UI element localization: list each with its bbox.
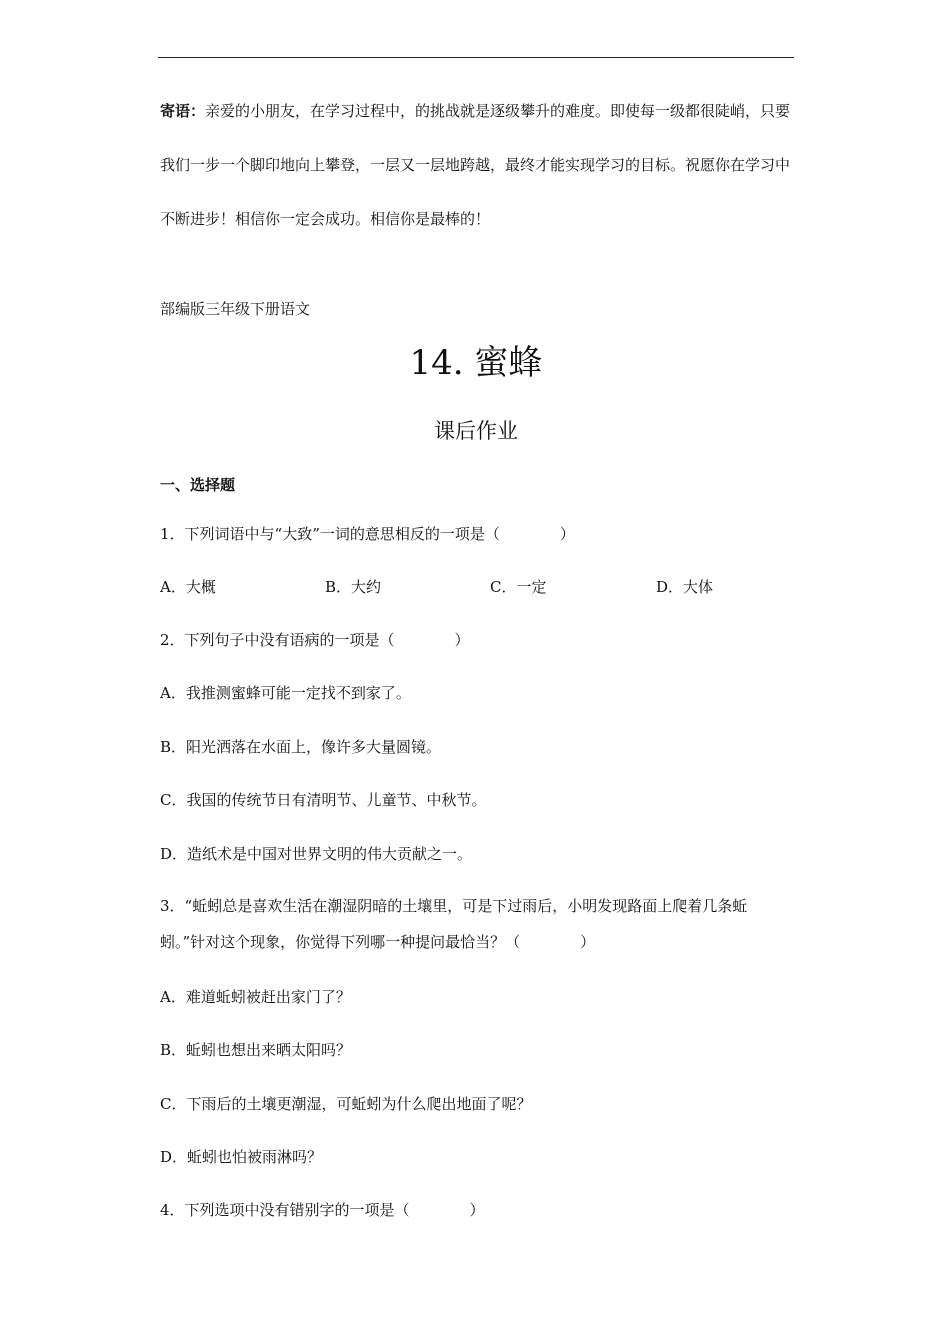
subject-line: 部编版三年级下册语文 <box>160 300 311 318</box>
encouragement-label: 寄语： <box>160 102 206 120</box>
question-3-stem: 3．“蚯蚓总是喜欢生活在潮湿阴暗的土壤里，可是下过雨后，小明发现路面上爬着几条蚯蚓。”针对这个现象，你觉得下列哪一种提问最恰当？（ ） <box>160 897 748 951</box>
question-1-option-c: C．一定 <box>490 578 547 596</box>
header-rule <box>158 57 794 58</box>
question-1-option-b: B．大约 <box>325 578 382 596</box>
encouragement-paragraph <box>160 84 792 246</box>
lesson-title: 14. 蜜蜂 <box>409 343 543 383</box>
question-4-stem: 4．下列选项中没有错别字的一项是（ ） <box>160 1201 485 1219</box>
question-1-option-a: A．大概 <box>160 578 216 596</box>
section-heading-choice: 一、选择题 <box>160 476 236 494</box>
question-3-option-c: C．下雨后的土壤更潮湿，可蚯蚓为什么爬出地面了呢？ <box>160 1095 532 1113</box>
question-3-option-a: A．难道蚯蚓被赶出家门了？ <box>160 988 351 1006</box>
question-1-option-d: D．大体 <box>656 578 714 596</box>
question-2-option-d: D．造纸术是中国对世界文明的伟大贡献之一。 <box>160 845 473 863</box>
question-2-option-c: C．我国的传统节日有清明节、儿童节、中秋节。 <box>160 791 487 809</box>
question-3-option-b: B．蚯蚓也想出来晒太阳吗？ <box>160 1041 352 1059</box>
question-2-option-a: A．我推测蜜蜂可能一定找不到家了。 <box>160 684 411 702</box>
question-2-stem: 2．下列句子中没有语病的一项是（ ） <box>160 631 470 649</box>
question-3-option-d: D．蚯蚓也怕被雨淋吗？ <box>160 1148 323 1166</box>
question-1-stem: 1．下列词语中与“大致”一词的意思相反的一项是（ ） <box>160 525 575 543</box>
lesson-subtitle: 课后作业 <box>434 419 518 443</box>
question-2-option-b: B．阳光洒落在水面上，像许多大量圆镜。 <box>160 738 442 756</box>
encouragement-text: 亲爱的小朋友，在学习过程中，的挑战就是逐级攀升的难度。即使每一级都很陡峭，只要我们一步一个脚印地向上攀登，一层又一层地跨越，最终才能实现学习的目标。祝愿你在学习中不断进步！相信你一定会成功。相信你是最棒的！ <box>160 102 791 228</box>
